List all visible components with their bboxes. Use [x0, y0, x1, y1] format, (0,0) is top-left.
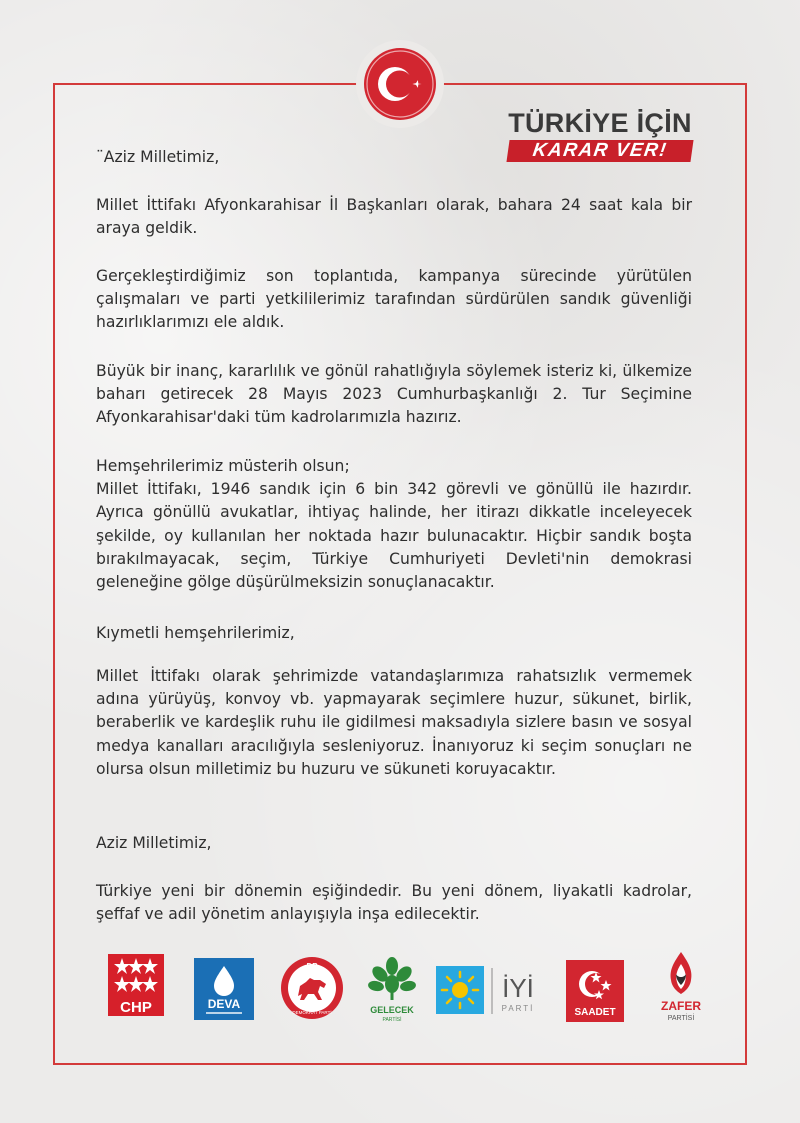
- dp-initials: DP: [306, 962, 318, 971]
- turkish-flag-emblem: [356, 40, 444, 128]
- iyi-sublabel: PARTİ: [501, 1004, 535, 1013]
- gelecek-partisi-logo: [364, 956, 420, 1030]
- zafer-label: ZAFER: [661, 999, 701, 1013]
- saadet-partisi-logo: [566, 960, 624, 1026]
- salutation-valued: Kıymetli hemşehrilerimiz,: [96, 624, 295, 642]
- chp-logo: [108, 950, 164, 1020]
- zafer-sublabel: PARTİSİ: [667, 1015, 695, 1022]
- deva-label: DEVA: [207, 997, 241, 1011]
- zafer-partisi-logo: [652, 950, 710, 1030]
- assurance-body: Millet İttifakı, 1946 sandık için 6 bin 342 görevli ve gönüllü ile hazırdır. Ayrıca gönüllü avukatlar, ihtiyaç halinde, her itirazı dikkatle inceleyecek şekilde, oy kullanılan her noktada hazır bulunacaktır. Hiçbir sandık boşta bırakılmayacak, seçim, Türkiye Cumhuriyeti Devleti'nin demokrasi geleneğine gölge düşürülmeksizin sonuçlanacaktır.: [96, 480, 692, 592]
- crescent-star-icon: [362, 46, 438, 122]
- deva-logo: [194, 958, 254, 1024]
- assurance-heading: Hemşehrilerimiz müsterih olsun;: [96, 457, 350, 475]
- gelecek-label: GELECEK: [370, 1005, 414, 1015]
- iyi-label: İYİ: [502, 973, 534, 1003]
- demokrat-parti-logo: [280, 956, 344, 1024]
- paragraph-meeting: Gerçekleştirdiğimiz son toplantıda, kampanya sürecinde yürütülen çalışmaları ve parti yetkililerimiz tarafından sürdürülen sandık güvenliği hazırlıklarımızı ele aldık.: [96, 267, 692, 332]
- dp-ring-text: DEMOKRAT PARTİ: [292, 1010, 332, 1015]
- slogan-subtitle: KARAR VER!: [506, 140, 693, 162]
- paragraph-readiness: Büyük bir inanç, kararlılık ve gönül rahatlığıyla söylemek isteriz ki, ülkemize baharı getirecek 28 Mayıs 2023 Cumhurbaşkanlığı 2. Tur Seçimine Afyonkarahisar'daki tüm kadrolarımızla hazırız.: [96, 362, 692, 427]
- saadet-label: SAADET: [574, 1007, 616, 1018]
- greeting: ¨Aziz Milletimiz,: [96, 148, 220, 166]
- party-logos-row: [100, 950, 710, 1030]
- paragraph-appeal: Millet İttifakı olarak şehrimizde vatandaşlarımıza rahatsızlık vermemek adına yürüyüş, konvoy vb. yapmayarak seçimlere huzur, sükunet, birlik, beraberlik ve kardeşlik ruhu ile gidilmesi maksadıyla sizlere basın ve sosyal medya kanalları aracılığıyla sesleniyoruz. İnanıyoruz ki seçim sonuçları ne olursa olsun milletimiz bu huzuru ve sükuneti koruyacaktır.: [96, 667, 692, 778]
- paragraph-new-era: Türkiye yeni bir dönemin eşiğindedir. Bu yeni dönem, liyakatli kadrolar, şeffaf ve adil yönetim anlayışıyla inşa edilecektir.: [96, 882, 692, 924]
- slogan-title: TÜRKİYE İÇİN: [508, 108, 692, 138]
- gelecek-sublabel: PARTİSİ: [382, 1017, 402, 1023]
- salutation-dear: Aziz Milletimiz,: [96, 834, 212, 852]
- paragraph-intro: Millet İttifakı Afyonkarahisar İl Başkanları olarak, bahara 24 saat kala bir araya geldik.: [96, 196, 692, 238]
- iyi-parti-logo: [436, 964, 546, 1022]
- chp-label: CHP: [120, 999, 152, 1016]
- paragraph-assurance: [96, 455, 692, 594]
